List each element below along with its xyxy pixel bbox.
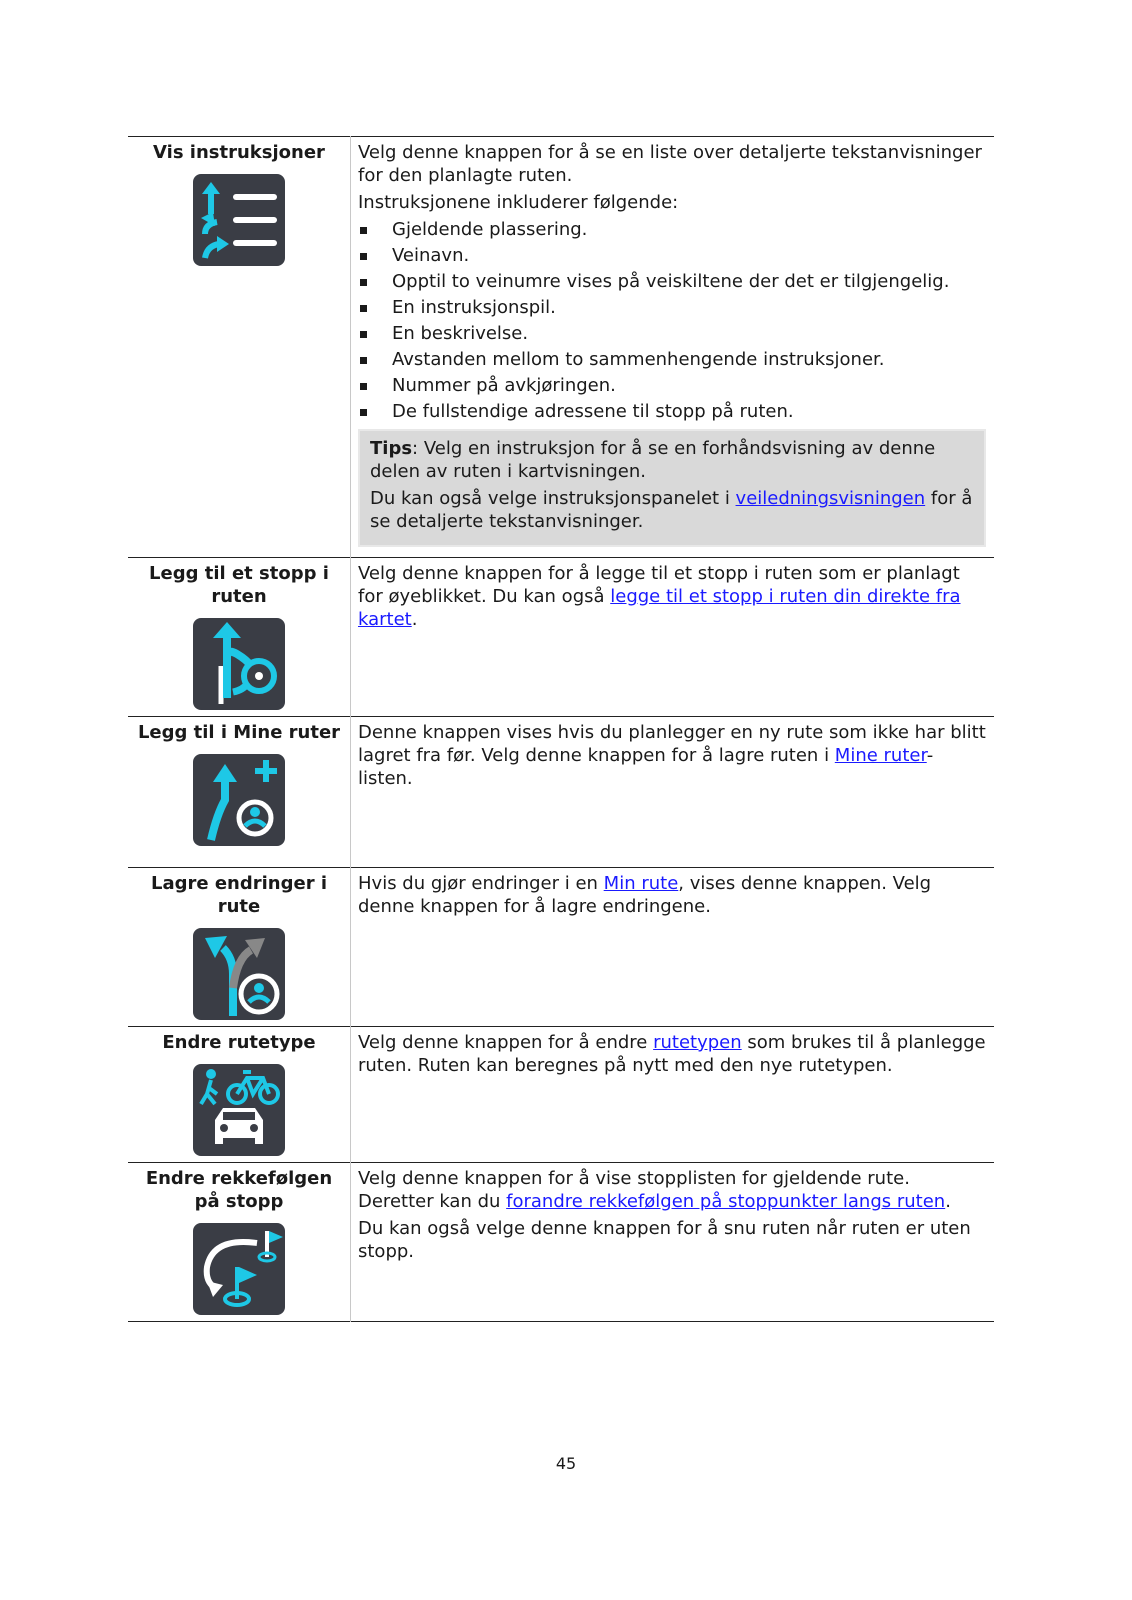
description-text: -listen. xyxy=(358,745,934,789)
description-text: Velg denne knappen for å vise stopplisten for gjeldende rute. Deretter kan du xyxy=(358,1168,910,1212)
table-row xyxy=(128,1163,994,1322)
button-label: Endre rekkefølgen på stopp xyxy=(145,1168,333,1212)
table-row xyxy=(128,558,994,717)
description-text: Du kan også velge denne knappen for å snu ruten når ruten er uten stopp. xyxy=(358,1218,971,1262)
document-page xyxy=(128,136,994,1322)
reorder-stops-link[interactable]: forandre rekkefølgen på stoppunkter langs ruten xyxy=(506,1191,946,1212)
change-route-type-icon[interactable] xyxy=(193,1064,285,1156)
list-item: En beskrivelse. xyxy=(358,322,986,345)
tip-label: Tips xyxy=(370,438,413,459)
list-item: Opptil to veinumre vises på veiskiltene der det er tilgjengelig. xyxy=(358,270,986,293)
tip-text: Du kan også velge instruksjonspanelet i xyxy=(370,488,736,509)
tip-box xyxy=(358,429,986,547)
button-label: Vis instruksjoner xyxy=(153,142,325,163)
table-row xyxy=(128,1027,994,1163)
page-number: 45 xyxy=(555,1454,577,1473)
description-text: Instruksjonene inkluderer følgende: xyxy=(358,192,679,213)
add-to-my-routes-icon[interactable] xyxy=(193,754,285,846)
list-item: En instruksjonspil. xyxy=(358,296,986,319)
description-text: Hvis du gjør endringer i en xyxy=(358,873,604,894)
list-item: Nummer på avkjøringen. xyxy=(358,374,986,397)
list-item: Gjeldende plassering. xyxy=(358,218,986,241)
description-text: Velg denne knappen for å legge til et stopp i ruten som er planlagt for øyeblikket. Du kan også xyxy=(358,563,960,607)
table-row xyxy=(128,717,994,868)
description-text: . xyxy=(945,1191,951,1212)
description-text: som brukes til å planlegge ruten. Ruten kan beregnes på nytt med den nye rutetypen. xyxy=(358,1032,986,1076)
description-text: Denne knappen vises hvis du planlegger en ny rute som ikke har blitt lagret fra før. Velg denne knappen for å lagre ruten i xyxy=(358,722,986,766)
tip-text: for å se detaljerte tekstanvisninger. xyxy=(370,488,973,532)
list-item: Veinavn. xyxy=(358,244,986,267)
guidance-view-link[interactable]: veiledningsvisningen xyxy=(735,488,926,509)
my-route-link[interactable]: Min rute xyxy=(603,873,679,894)
tip-text: : Velg en instruksjon for å se en forhåndsvisning av denne delen av ruten i kartvisningen. xyxy=(370,438,936,482)
description-text: Velg denne knappen for å se en liste over detaljerte tekstanvisninger for den planlagte ruten. xyxy=(358,142,982,186)
description-text: , vises denne knappen. Velg denne knappen for å lagre endringene. xyxy=(358,873,932,917)
reorder-stops-icon[interactable] xyxy=(193,1223,285,1315)
table-row xyxy=(128,137,994,558)
instruction-list-icon[interactable] xyxy=(193,174,285,266)
button-label: Legg til et stopp i ruten xyxy=(149,563,329,607)
route-type-link[interactable]: rutetypen xyxy=(653,1032,742,1053)
button-label: Lagre endringer i rute xyxy=(150,873,328,917)
button-label: Endre rutetype xyxy=(162,1032,316,1053)
description-text: Velg denne knappen for å endre xyxy=(358,1032,654,1053)
list-item: De fullstendige adressene til stopp på ruten. xyxy=(358,400,986,423)
table-row xyxy=(128,868,994,1027)
bullet-list xyxy=(358,218,986,423)
button-label: Legg til i Mine ruter xyxy=(137,722,341,743)
button-description-table xyxy=(128,136,994,1322)
my-routes-link[interactable]: Mine ruter xyxy=(834,745,927,766)
add-stop-icon[interactable] xyxy=(193,618,285,710)
save-route-changes-icon[interactable] xyxy=(193,928,285,1020)
description-text: . xyxy=(411,609,418,630)
add-stop-from-map-link[interactable]: legge til et stopp i ruten din direkte fra kartet xyxy=(358,586,961,630)
list-item: Avstanden mellom to sammenhengende instruksjoner. xyxy=(358,348,986,371)
